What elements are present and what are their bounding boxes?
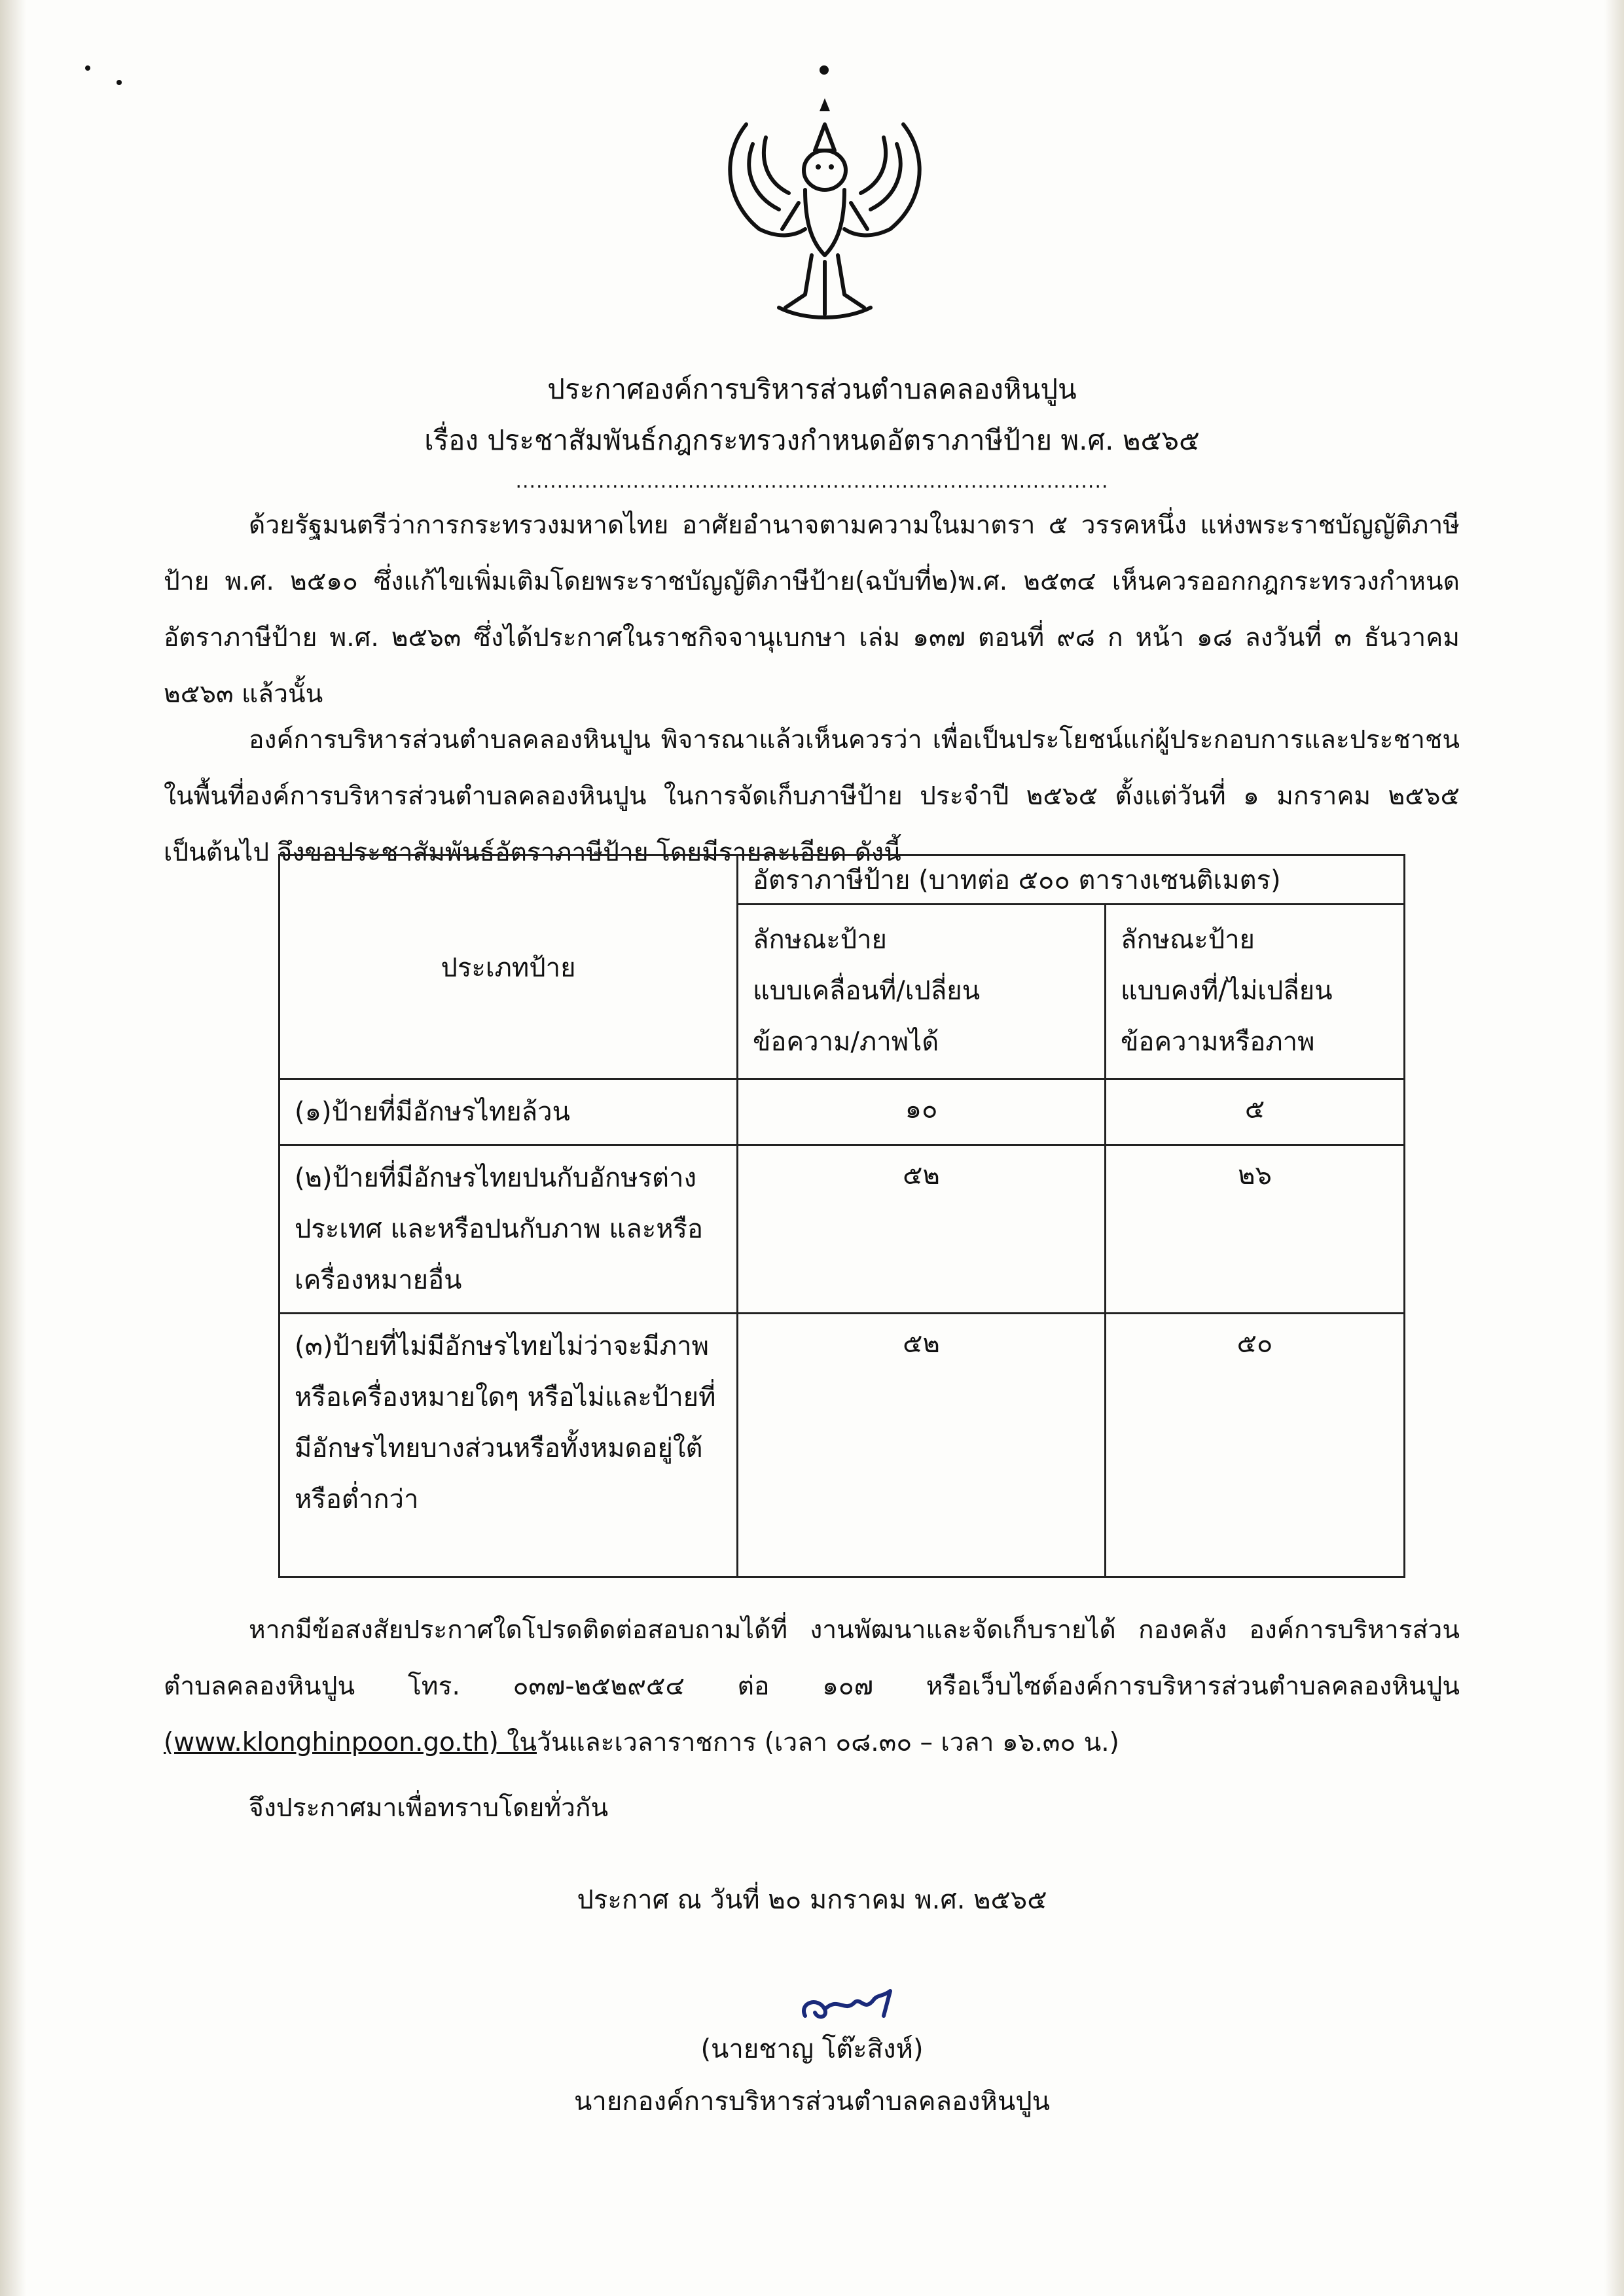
paragraph-contact [164, 1602, 1460, 1771]
header-movable-sign: ลักษณะป้าย แบบเคลื่อนที่/เปลี่ยน ข้อความ/ภาพได้ [738, 905, 1106, 1079]
signer-name: (นายชาญ โต๊ะสิงห์) [700, 2034, 924, 2064]
paragraph-2: องค์การบริหารส่วนตำบลคลองหินปูน พิจารณาแล้วเห็นควรว่า เพื่อเป็นประโยชน์แก่ผู้ประกอบการและประชาชนในพื้นที่องค์การบริหารส่วนตำบลคลองหินปูน ในการจัดเก็บภาษีป้าย ประจำปี ๒๕๖๕ ตั้งแต่วันที่ ๑ มกราคม ๒๕๖๕ เป็นต้นไป จึงขอประชาสัมพันธ์อัตราภาษีป้าย โดยมีรายละเอียด ดังนี้ [164, 725, 1460, 867]
office-hours-text: วันและเวลาราชการ (เวลา ๐๘.๓๐ – เวลา ๑๖.๓๐ น.) [537, 1728, 1119, 1757]
row-fixed-rate: ๕ [1106, 1079, 1405, 1145]
announcement-subject: เรื่อง ประชาสัมพันธ์กฎกระทรวงกำหนดอัตราภาษีป้าย พ.ศ. ๒๕๖๕ [424, 424, 1200, 456]
row-movable-rate: ๑๐ [738, 1079, 1106, 1145]
row-movable-rate: ๕๒ [738, 1314, 1106, 1577]
row-sign-type: (๓)ป้ายที่ไม่มีอักษรไทยไม่ว่าจะมีภาพหรือเครื่องหมายใดๆ หรือไม่และป้ายที่มีอักษรไทยบางส่วนหรือทั้งหมดอยู่ใต้หรือต่ำกว่า [280, 1314, 738, 1577]
row-fixed-rate: ๒๖ [1106, 1145, 1405, 1314]
speck-mark [85, 65, 90, 71]
row-movable-rate: ๕๒ [738, 1145, 1106, 1314]
row-sign-type: (๒)ป้ายที่มีอักษรไทยปนกับอักษรต่างประเทศ และหรือปนกับภาพ และหรือเครื่องหมายอื่น [280, 1145, 738, 1314]
row-fixed-rate: ๕๐ [1106, 1314, 1405, 1577]
row-sign-type: (๑)ป้ายที่มีอักษรไทยล้วน [280, 1079, 738, 1145]
speck-mark [820, 65, 829, 75]
contact-text: หากมีข้อสงสัยประกาศใดโปรดติดต่อสอบถามได้ที่ งานพัฒนาและจัดเก็บรายได้ กองคลัง องค์การบริหารส่วนตำบลคลองหินปูน โทร. ๐๓๗-๒๕๒๙๕๔ ต่อ ๑๐๗ หรือเว็บไซต์องค์การบริหารส่วนตำบลคลองหินปูน [164, 1615, 1460, 1701]
paragraph-1: ด้วยรัฐมนตรีว่าการกระทรวงมหาดไทย อาศัยอำนาจตามความในมาตรา ๕ วรรคหนึ่ง แห่งพระราชบัญญัติภาษีป้าย พ.ศ. ๒๕๑๐ ซึ่งแก้ไขเพิ่มเติมโดยพระราชบัญญัติภาษีป้าย(ฉบับที่๒)พ.ศ. ๒๕๓๔ เห็นควรออกกฎกระทรวงกำหนดอัตราภาษีป้าย พ.ศ. ๒๕๖๓ ซึ่งได้ประกาศในราชกิจจานุเบกษา เล่ม ๑๓๗ ตอนที่ ๙๘ ก หน้า ๑๘ ลงวันที่ ๓ ธันวาคม ๒๕๖๓ แล้วนั้น [164, 511, 1460, 709]
announcement-title: ประกาศองค์การบริหารส่วนตำบลคลองหินปูน [547, 373, 1077, 405]
website-link[interactable]: (www.klonghinpoon.go.th) ใน [164, 1728, 537, 1757]
paragraph-closing: จึงประกาศมาเพื่อทราบโดยทั่วกัน [249, 1793, 609, 1823]
paper-edge-right [1604, 0, 1624, 2296]
separator-line: ...................................................................................... [515, 470, 1109, 493]
table-row [280, 1314, 1405, 1577]
signature-icon [792, 1977, 903, 2036]
header-sign-type: ประเภทป้าย [280, 855, 738, 1079]
announcement-date: ประกาศ ณ วันที่ ๒๐ มกราคม พ.ศ. ๒๕๖๕ [577, 1885, 1047, 1915]
signer-position: นายกองค์การบริหารส่วนตำบลคลองหินปูน [574, 2087, 1050, 2117]
tax-rate-table [278, 854, 1405, 1578]
speck-mark [117, 80, 122, 85]
garuda-emblem-icon [707, 98, 943, 334]
header-tax-rate: อัตราภาษีป้าย (บาทต่อ ๕๐๐ ตารางเซนติเมตร) [738, 855, 1405, 905]
table-row [280, 1079, 1405, 1145]
header-fixed-sign: ลักษณะป้าย แบบคงที่/ไม่เปลี่ยน ข้อความหรือภาพ [1106, 905, 1405, 1079]
table-row [280, 1145, 1405, 1314]
paper-edge-left [0, 0, 26, 2296]
